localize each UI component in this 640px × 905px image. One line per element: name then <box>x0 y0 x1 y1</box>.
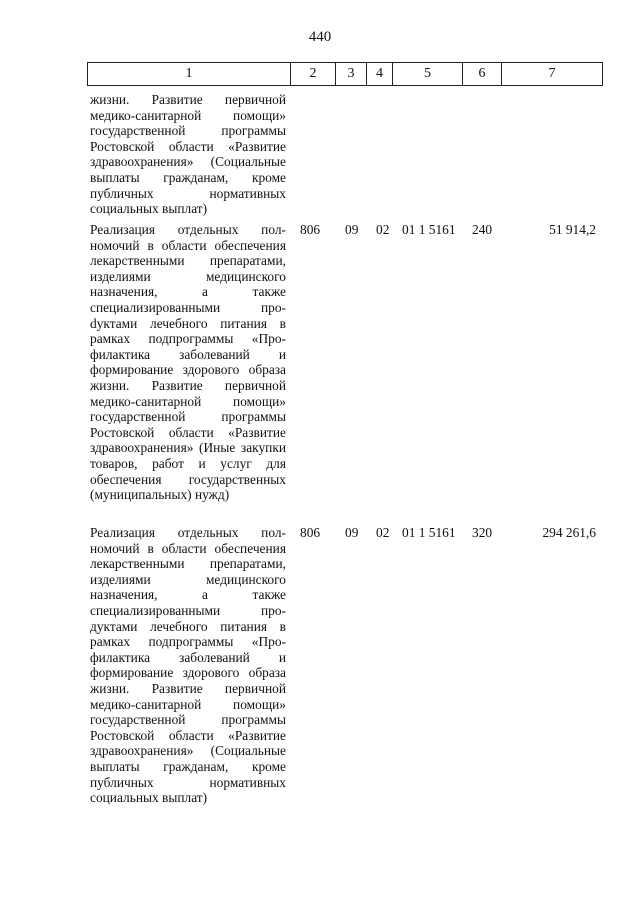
target-article-code: 01 1 5161 <box>402 222 456 237</box>
section-code: 09 <box>345 525 359 540</box>
subsection-code: 02 <box>376 525 390 540</box>
subsection-code: 02 <box>376 222 390 237</box>
column-header-7: 7 <box>502 63 603 86</box>
column-header-2: 2 <box>291 63 336 86</box>
column-header-5: 5 <box>393 63 463 86</box>
ministry-code: 806 <box>300 222 321 237</box>
expense-type-code: 320 <box>472 525 493 540</box>
row-description: жизни. Развитие первичной медико-санитарной помощи» государственной программы Ростовской области «Развитие здравоохранения» (Социальные выплаты гражданам, кроме публичных нормативных социальных выплат) <box>90 92 286 217</box>
page-number: 440 <box>308 29 332 45</box>
column-header-1: 1 <box>88 63 291 86</box>
target-article-code: 01 1 5161 <box>402 525 456 540</box>
row-description: Реализация отдельных полномочий в области обеспечения лекарственными препаратами, изделиями медицинского назначения, а также специализированными проdуктами лечебного питания в рамках подпрограммы «Профилактика заболеваний и формирование здорового образа жизни. Развитие первичной медико-санитарной помощи» государственной программы Ростовской области «Развитие здравоохранения» (Иные закупки товаров, работ и услуг для обеспечения государственных (муниципальных) нужд) <box>90 222 286 503</box>
amount: 51 914,2 <box>549 222 596 237</box>
amount: 294 261,6 <box>542 525 596 540</box>
section-code: 09 <box>345 222 359 237</box>
column-header-6: 6 <box>463 63 502 86</box>
expense-type-code: 240 <box>472 222 493 237</box>
table-header <box>87 62 603 86</box>
ministry-code: 806 <box>300 525 321 540</box>
column-header-4: 4 <box>367 63 393 86</box>
row-description: Реализация отдельных полномочий в области обеспечения лекарственными препаратами, изделиями медицинского назначения, а также специализированными продуктами лечебного питания в рамках подпрограммы «Профилактика заболеваний и формирование здорового образа жизни. Развитие первичной медико-санитарной помощи» государственной программы Ростовской области «Развитие здравоохранения» (Социальные выплаты гражданам, кроме публичных нормативных социальных выплат) <box>90 525 286 806</box>
column-header-3: 3 <box>336 63 367 86</box>
